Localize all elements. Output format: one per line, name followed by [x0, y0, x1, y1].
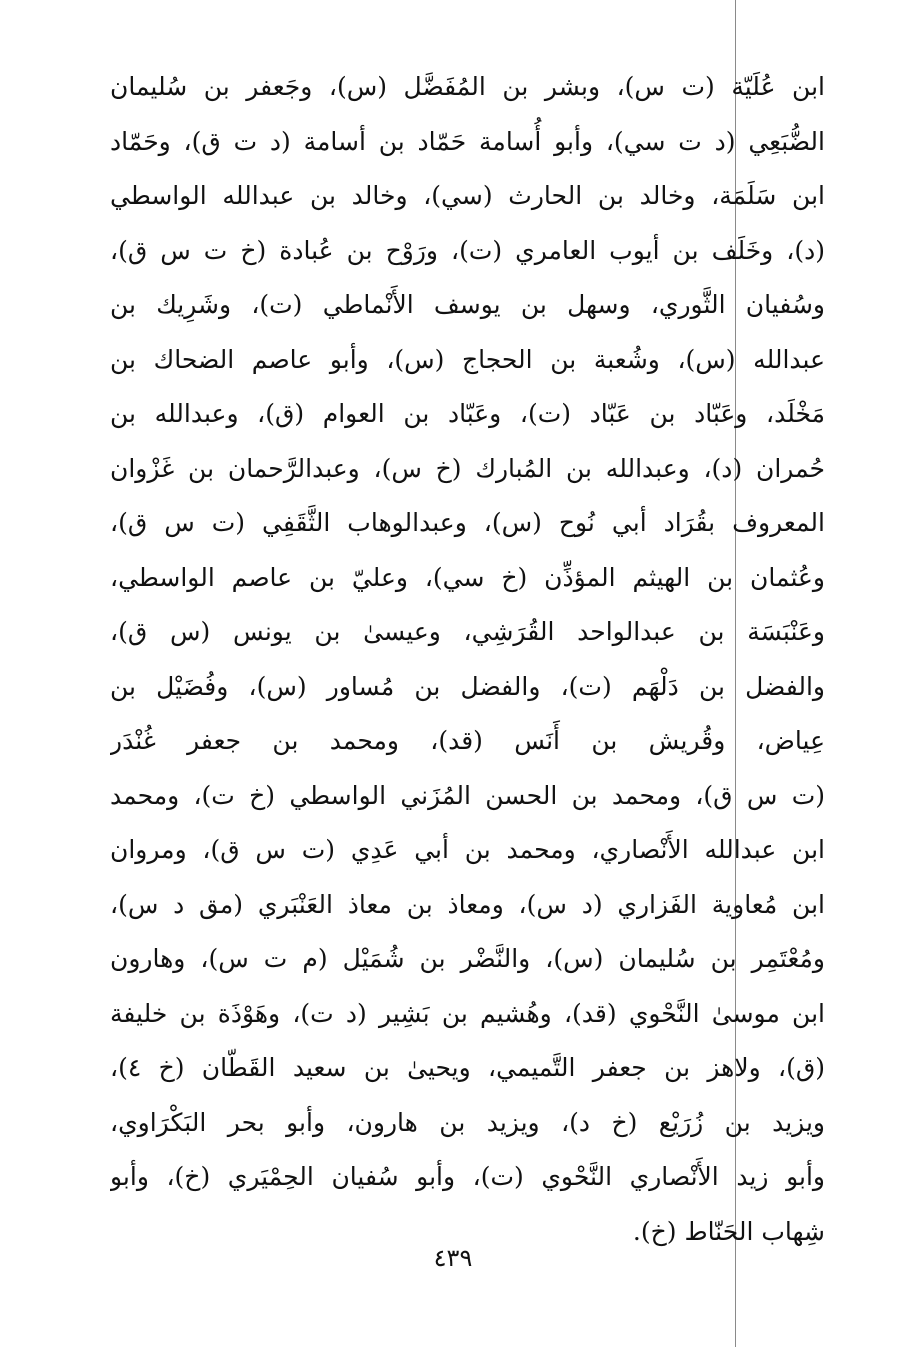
- text-line: ابن عبدالله الأَنْصاري، ومحمد بن أبي عَدِي (ت س ق)، ومروان: [110, 835, 825, 864]
- text-line: ابن موسىٰ النَّحْوي (قد)، وهُشيم بن بَشِير (د ت)، وهَوْذَة بن خليفة: [110, 998, 825, 1028]
- page-number: ٤٣٩: [433, 1244, 473, 1272]
- text-line: ويزيد بن زُرَيْع (خ د)، ويزيد بن هارون، وأبو بحر البَكْرَاوي،: [110, 1107, 825, 1137]
- body-text: [110, 60, 825, 1259]
- text-line: الضُّبَعِي (د ت سي)، وأبو أُسامة حَمّاد بن أسامة (د ت ق)، وحَمّاد: [110, 126, 825, 156]
- text-line: ومُعْتَمِر بن سُليمان (س)، والنَّضْر بن شُمَيْل (م ت س)، وهارون: [110, 944, 825, 973]
- text-line: المعروف بقُرَاد أبي نُوح (س)، وعبدالوهاب الثَّقَفِي (ت س ق)،: [110, 508, 825, 537]
- text-line: وسُفيان الثَّوري، وسهل بن يوسف الأَنْماطي (ت)، وشَرِيك بن: [110, 290, 825, 319]
- text-line: ابن مُعاوية الفَزاري (د س)، ومعاذ بن معاذ العَنْبَري (مق د س)،: [110, 889, 825, 919]
- text-line: (ق)، ولاهز بن جعفر التَّميمي، ويحيىٰ بن سعيد القَطّان (خ ٤)،: [110, 1053, 825, 1082]
- text-line: حُمران (د)، وعبدالله بن المُبارك (خ س)، وعبدالرَّحمان بن غَزْوان: [110, 453, 825, 483]
- text-line: وعَنْبَسَة بن عبدالواحد القُرَشِي، وعيسىٰ بن يونس (س ق)،: [110, 617, 825, 646]
- text-line: ابن عُلَيّة (ت س)، وبشر بن المُفَضَّل (س)، وجَعفر بن سُليمان: [110, 72, 825, 101]
- text-line-final: شِهاب الحَنّاط (خ).: [632, 1216, 825, 1246]
- text-line: مَخْلَد، وعَبّاد بن عَبّاد (ت)، وعَبّاد بن العوام (ق)، وعبدالله بن: [110, 399, 825, 428]
- text-line: وعُثمان بن الهيثم المؤذِّن (خ سي)، وعليّ بن عاصم الواسطي،: [110, 562, 825, 592]
- text-line: والفضل بن دَلْهَم (ت)، والفضل بن مُساور (س)، وفُضَيْل بن: [110, 671, 825, 701]
- text-line: عبدالله (س)، وشُعبة بن الحجاج (س)، وأبو عاصم الضحاك بن: [110, 344, 825, 374]
- text-line: (ت س ق)، ومحمد بن الحسن المُزَني الواسطي (خ ت)، ومحمد: [110, 780, 825, 810]
- text-line: عِياض، وقُريش بن أَنَس (قد)، ومحمد بن جعفر غُنْدَر: [110, 726, 825, 755]
- text-line: ابن سَلَمَة، وخالد بن الحارث (سي)، وخالد بن عبدالله الواسطي: [110, 181, 825, 210]
- text-line: وأبو زيد الأَنْصاري النَّحْوي (ت)، وأبو سُفيان الحِمْيَري (خ)، وأبو: [110, 1162, 825, 1191]
- text-line: (د)، وخَلَف بن أيوب العامري (ت)، ورَوْح بن عُبادة (خ ت س ق)،: [110, 235, 825, 265]
